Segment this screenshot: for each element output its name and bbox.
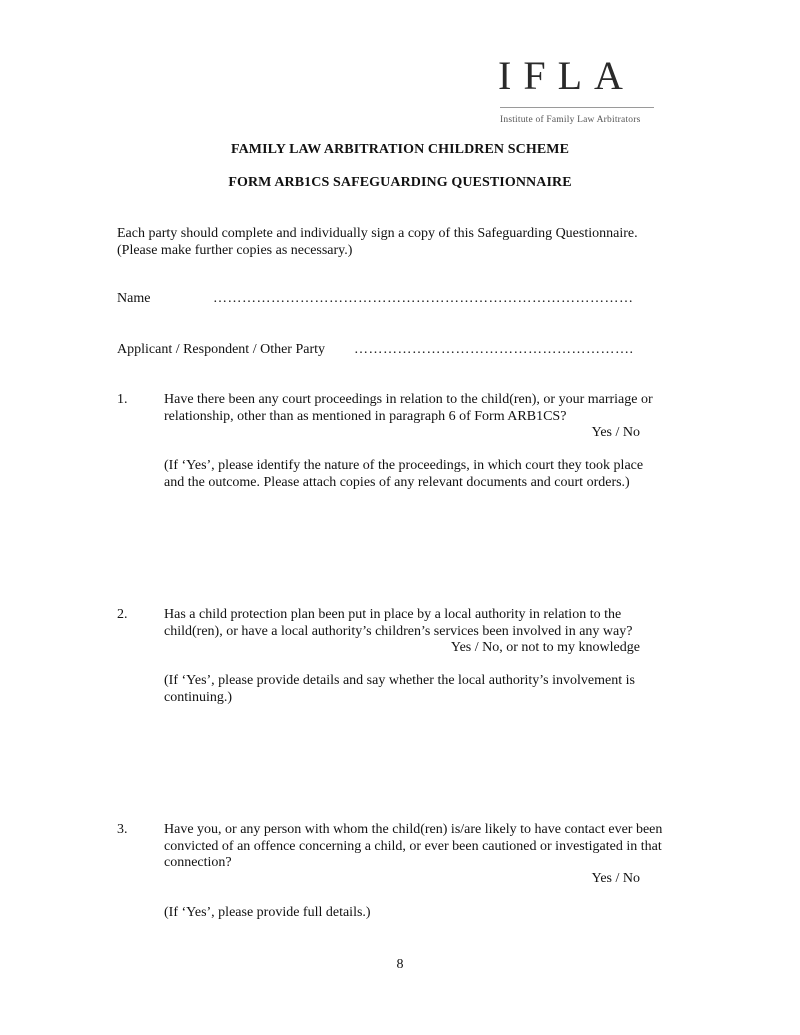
name-label: Name <box>117 291 151 306</box>
question-3-line-1: Have you, or any person with whom the child(ren) is/are likely to have contact ever been <box>164 822 663 837</box>
question-3-note-1: (If ‘Yes’, please provide full details.) <box>164 905 371 920</box>
question-2-note-1: (If ‘Yes’, please provide details and say whether the local authority’s involvement is <box>164 673 635 688</box>
party-input-line[interactable]: …………………………………………………. <box>354 342 634 357</box>
question-1-note-2: and the outcome. Please attach copies of any relevant documents and court orders.) <box>164 475 630 490</box>
question-3-line-2: convicted of an offence concerning a child, or ever been cautioned or investigated in that <box>164 839 662 854</box>
question-1-note-1: (If ‘Yes’, please identify the nature of the proceedings, in which court they took place <box>164 458 644 473</box>
question-2-answer[interactable]: Yes / No, or not to my knowledge <box>450 640 640 655</box>
intro-line-2: (Please make further copies as necessary.) <box>117 243 353 258</box>
name-input-line[interactable]: …………………………………………………………………………… <box>213 291 634 306</box>
question-1-answer[interactable]: Yes / No <box>591 425 640 440</box>
question-1-line-2: relationship, other than as mentioned in paragraph 6 of Form ARB1CS? <box>164 409 567 424</box>
question-3-number: 3. <box>117 822 128 837</box>
scheme-title: FAMILY LAW ARBITRATION CHILDREN SCHEME <box>230 142 570 157</box>
question-3-answer[interactable]: Yes / No <box>591 871 640 886</box>
question-1-number: 1. <box>117 392 128 407</box>
intro-line-1: Each party should complete and individually sign a copy of this Safeguarding Questionnaire. <box>117 226 638 241</box>
page-number: 8 <box>396 957 404 972</box>
question-2-line-1: Has a child protection plan been put in place by a local authority in relation to the <box>164 607 622 622</box>
question-1-line-1: Have there been any court proceedings in relation to the child(ren), or your marriage or <box>164 392 653 407</box>
party-label: Applicant / Respondent / Other Party <box>117 342 326 357</box>
logo-divider <box>500 107 654 108</box>
question-3-line-3: connection? <box>164 855 232 870</box>
question-2-number: 2. <box>117 607 128 622</box>
question-2-line-2: child(ren), or have a local authority’s children’s services been involved in any way? <box>164 624 633 639</box>
ifla-logo: IFLA <box>498 53 635 98</box>
form-title: FORM ARB1CS SAFEGUARDING QUESTIONNAIRE <box>228 175 572 190</box>
question-2-note-2: continuing.) <box>164 690 233 705</box>
logo-subtitle: Institute of Family Law Arbitrators <box>500 115 641 125</box>
